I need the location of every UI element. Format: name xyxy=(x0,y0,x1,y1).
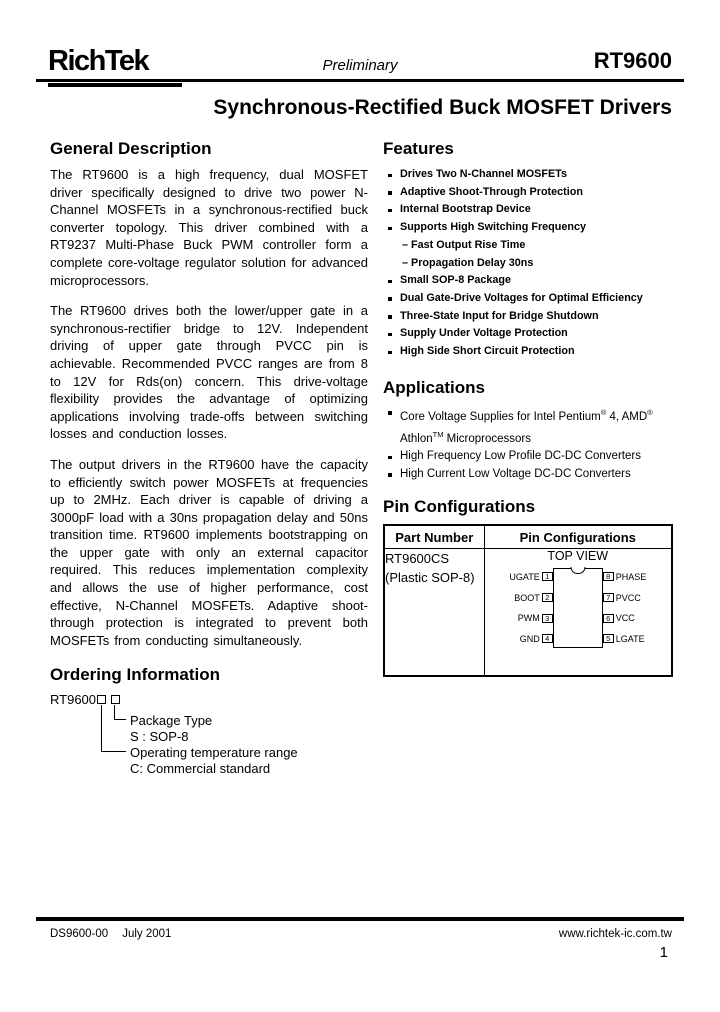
pin-number-box: 8 xyxy=(603,572,614,581)
logo-underline xyxy=(48,83,182,87)
features-heading: Features xyxy=(383,139,454,158)
doc-date: July 2001 xyxy=(122,928,172,940)
pin-configurations-column-header: Pin Configurations xyxy=(484,525,672,548)
pin-row xyxy=(603,593,667,603)
pin-name: GND xyxy=(519,633,540,644)
pin-name: LGATE xyxy=(615,633,645,644)
ordering-information-heading: Ordering Information xyxy=(50,665,220,685)
package-type-value: S : SOP-8 xyxy=(130,729,189,745)
application-item: High Current Low Voltage DC-DC Converters xyxy=(383,466,673,484)
feature-item: Supports High Switching Frequency xyxy=(383,219,673,237)
pin-number-box: 7 xyxy=(603,593,614,602)
pin-number-box: 5 xyxy=(603,634,614,643)
feature-item: Dual Gate-Drive Voltages for Optimal Efficiency xyxy=(383,290,673,308)
page-number: 1 xyxy=(659,944,668,961)
pin-number-box: 2 xyxy=(542,593,553,602)
richtek-logo: RichTek xyxy=(48,45,149,77)
temp-range-label: Operating temperature range xyxy=(130,745,298,761)
feature-item: Adaptive Shoot-Through Protection xyxy=(383,184,673,202)
right-pins-column xyxy=(603,568,667,648)
registered-mark: ® xyxy=(647,407,653,417)
registered-mark: ® xyxy=(600,407,607,417)
general-description-paragraph-2: The RT9600 drives both the lower/upper gate in a synchronous-rectifier bridge to 12V. Independent driving of upper gate through PVCC pin is achievable. Recommended PVCC ranges are from 8 to 12V for Rds(on) concern. This drive-voltage flexibility provides the advantage of optimizing applications involving trade-offs between switching losses and conduction losses. xyxy=(50,303,368,442)
part-number-header: RT9600 xyxy=(593,48,672,73)
general-description-heading: General Description xyxy=(50,139,212,158)
table-header-row xyxy=(384,525,672,548)
pin-diagram-cell xyxy=(484,548,672,676)
doc-id: DS9600-00 xyxy=(50,928,109,940)
pin-number-box: 4 xyxy=(542,634,553,643)
left-column xyxy=(50,139,368,787)
pin-name: BOOT xyxy=(514,592,540,603)
ordering-part-prefix: RT9600 xyxy=(50,692,97,708)
package-type-label-block xyxy=(130,713,212,745)
pin-row xyxy=(489,593,553,603)
document-title: Synchronous-Rectified Buck MOSFET Drivers xyxy=(213,96,672,119)
pin-number-box: 6 xyxy=(603,614,614,623)
package-type-label: Package Type xyxy=(130,713,213,729)
general-description-paragraph-3: The output drivers in the RT9600 have the capacity to efficiently switch power MOSFETs at frequencies up to 2MHz. Each driver is capable of driving a 3000pF load with a 30ns propagation delay and 50ns transition time. RT9600 implements bootstrapping on the upper gate with only an external capacitor required. This reduces implementation complexity and allows the use of higher performance, cost effective, N-Channel MOSFETs. Adaptive shoot-through protection is integrated to prevent both MOSFETs from conducting simultaneously. xyxy=(50,456,368,648)
pin-name: PVCC xyxy=(615,592,641,603)
chip-diagram xyxy=(485,568,672,648)
pin-row xyxy=(489,613,553,623)
pin-configurations-table xyxy=(383,524,673,677)
trademark-mark: TM xyxy=(432,430,444,440)
left-pins-column xyxy=(489,568,553,648)
pin-number-box: 1 xyxy=(542,572,553,581)
temp-range-box xyxy=(97,695,106,704)
website-url: www.richtek-ic.com.tw xyxy=(558,928,672,940)
feature-subitem: – Propagation Delay 30ns xyxy=(402,256,534,269)
feature-item: Internal Bootstrap Device xyxy=(383,201,673,219)
pin-name: UGATE xyxy=(509,571,540,582)
pin-name: PHASE xyxy=(615,571,647,582)
right-column xyxy=(383,139,673,677)
pin-row xyxy=(603,572,667,582)
feature-subitem: – Fast Output Rise Time xyxy=(402,238,526,251)
features-list xyxy=(383,166,673,361)
application-text: 4, AMD xyxy=(606,410,648,423)
application-item: High Frequency Low Profile DC-DC Converters xyxy=(383,448,673,466)
general-description-paragraph-1: The RT9600 is a high frequency, dual MOSFET driver specifically designed to drive two power N-Channel MOSFETs in a synchronous-rectified buck converter topology. This driver combined with a RT9237 Multi-Phase Buck PWM controller form a complete core-voltage regulator solution for advanced microprocessors. xyxy=(50,167,368,288)
feature-item: Drives Two N-Channel MOSFETs xyxy=(383,166,673,184)
pin-number-box: 3 xyxy=(542,614,553,623)
feature-item: High Side Short Circuit Protection xyxy=(383,343,673,361)
feature-item: Three-State Input for Bridge Shutdown xyxy=(383,308,673,326)
footer-doc-info xyxy=(50,928,171,940)
pin-row xyxy=(603,634,667,644)
table-row xyxy=(384,548,672,676)
chip-body xyxy=(553,568,603,648)
application-text: Core Voltage Supplies for Intel Pentium xyxy=(400,410,601,423)
feature-item: Supply Under Voltage Protection xyxy=(383,325,673,343)
application-text: Microprocessors xyxy=(443,432,532,445)
preliminary-label: Preliminary xyxy=(322,57,398,74)
top-view-label: TOP VIEW xyxy=(547,548,609,563)
part-number-value: RT9600CS xyxy=(385,550,450,566)
feature-item: Small SOP-8 Package xyxy=(383,272,673,290)
pin-configurations-heading: Pin Configurations xyxy=(383,497,536,517)
application-item xyxy=(383,404,673,449)
part-number-cell xyxy=(384,548,484,676)
ordering-diagram xyxy=(50,692,368,787)
application-text: Athlon xyxy=(400,432,433,445)
chip-notch xyxy=(570,567,585,574)
package-value: (Plastic SOP-8) xyxy=(385,569,475,585)
ordering-part-line xyxy=(50,692,368,707)
pin-row xyxy=(603,613,667,623)
part-number-column-header: Part Number xyxy=(384,525,484,548)
pin-name: PWM xyxy=(517,613,540,624)
header-divider xyxy=(36,79,684,82)
applications-list xyxy=(383,404,673,484)
temp-range-label-block xyxy=(130,745,298,777)
temp-range-connector-line xyxy=(101,705,126,752)
package-type-box xyxy=(111,695,120,704)
applications-heading: Applications xyxy=(383,377,486,397)
pin-name: VCC xyxy=(615,613,635,624)
pin-row xyxy=(489,634,553,644)
footer-divider xyxy=(36,917,684,921)
pin-row xyxy=(489,572,553,582)
temp-range-value: C: Commercial standard xyxy=(130,761,271,777)
